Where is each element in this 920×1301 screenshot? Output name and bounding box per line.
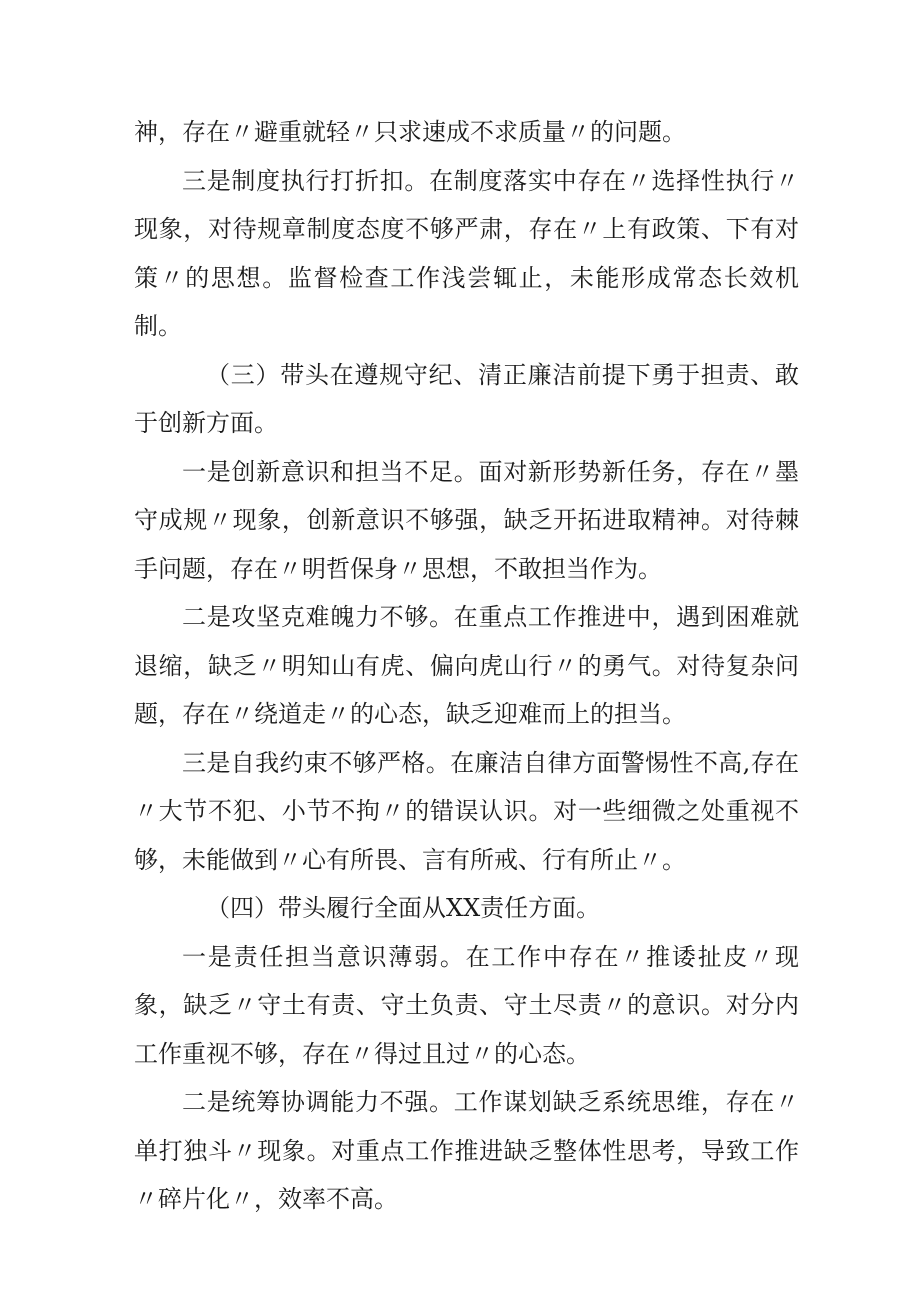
paragraph-tackling-difficulties: 二是攻坚克难魄力不够。在重点工作推进中，遇到困难就退缩，缺乏〃明知山有虎、偏向虎山行〃的勇气。对待复杂问题，存在〃绕道走〃的心态，缺乏迎难而上的担当。 [134,603,799,728]
paragraph-system-execution: 三是制度执行打折扣。在制度落实中存在〃选择性执行〃现象，对待规章制度态度不够严肃，存在〃上有政策、下有对策〃的思想。监督检查工作浅尝辄止，未能形成常态长效机制。 [134,166,799,340]
paragraph-coordination-ability: 二是统筹协调能力不强。工作谋划缺乏系统思维，存在〃单打独斗〃现象。对重点工作推进缺乏整体性思考，导致工作〃碎片化〃，效率不高。 [134,1088,799,1213]
section-heading-four: （四）带头履行全面从XX责任方面。 [206,894,601,922]
paragraph-innovation-awareness: 一是创新意识和担当不足。面对新形势新任务，存在〃墨守成规〃现象，创新意识不够强，缺乏开拓进取精神。对待棘手问题，存在〃明哲保身〃思想，不敢担当作为。 [134,457,799,583]
paragraph-self-discipline: 三是自我约束不够严格。在廉洁自律方面警惕性不高,存在〃大节不犯、小节不拘〃的错误认识。对一些细微之处重视不够，未能做到〃心有所畏、言有所戒、行有所止〃。 [134,748,799,874]
document-body [134,108,799,1224]
paragraph-continuation: 神，存在〃避重就轻〃只求速成不求质量〃的问题。 [134,118,686,146]
section-heading-three: （三）带头在遵规守纪、清正廉洁前提下勇于担责、敢于创新方面。 [134,360,799,437]
paragraph-responsibility-awareness: 一是责任担当意识薄弱。在工作中存在〃推诿扯皮〃现象，缺乏〃守土有责、守土负责、守土尽责〃的意识。对分内工作重视不够，存在〃得过且过〃的心态。 [134,942,799,1068]
